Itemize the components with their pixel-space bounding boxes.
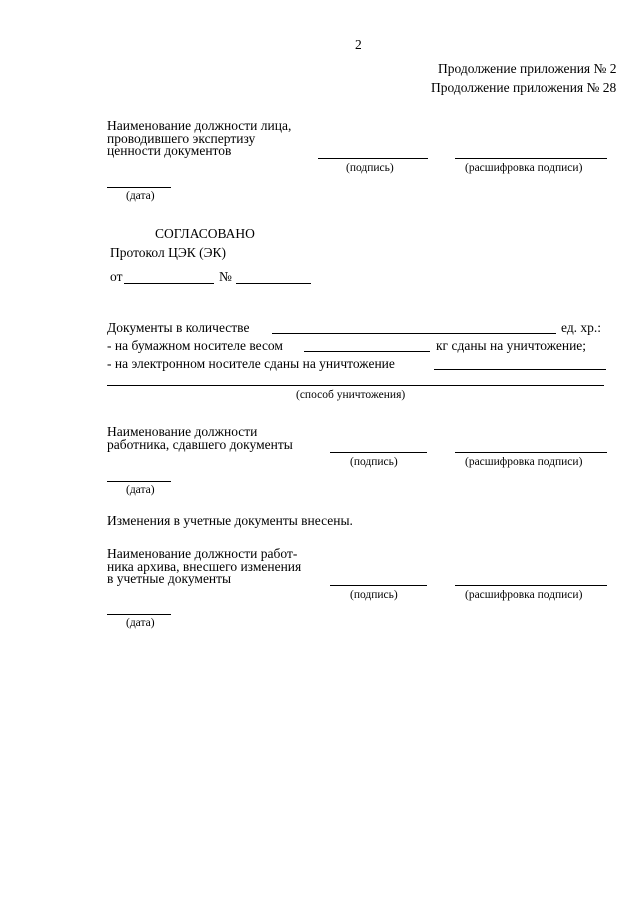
expert-position-line: Наименование должности лица, <box>107 118 292 133</box>
archive-position-title <box>107 548 301 586</box>
paper-weight-line[interactable] <box>304 351 430 352</box>
destruction-method-caption: (способ уничтожения) <box>296 389 406 401</box>
expert-decoding-line[interactable] <box>455 158 607 159</box>
archive-decoding-caption: (расшифровка подписи) <box>465 589 583 601</box>
header-continuation-2: Продолжение приложения № 28 <box>431 80 617 95</box>
destruction-method-line[interactable] <box>107 385 604 386</box>
approval-from-label: от <box>110 269 123 284</box>
page-number: 2 <box>355 37 362 52</box>
handover-position-line: Наименование должности <box>107 424 258 439</box>
archive-signature-caption: (подпись) <box>350 589 398 601</box>
archive-signature-line[interactable] <box>330 585 427 586</box>
handover-position-title <box>107 426 293 451</box>
documents-count-line[interactable] <box>272 333 556 334</box>
handover-decoding-line[interactable] <box>455 452 607 453</box>
archive-position-line: ника архива, внесшего изменения <box>107 558 302 574</box>
documents-count-label: Документы в количестве <box>107 320 250 335</box>
archive-position-line: Наименование должности работ- <box>107 546 298 561</box>
handover-decoding-caption: (расшифровка подписи) <box>465 456 583 468</box>
approval-number-label: № <box>219 269 232 284</box>
paper-carrier-prefix: - на бумажном носителе весом <box>107 338 283 353</box>
expert-position-line: ценности документов <box>107 143 232 158</box>
changes-note: Изменения в учетные документы внесены. <box>107 513 353 528</box>
expert-date-line[interactable] <box>107 187 171 188</box>
handover-signature-caption: (подпись) <box>350 456 398 468</box>
paper-carrier-suffix: кг сданы на уничтожение; <box>436 338 587 353</box>
electronic-carrier-line[interactable] <box>434 369 606 370</box>
archive-date-line[interactable] <box>107 614 171 615</box>
handover-date-line[interactable] <box>107 481 171 482</box>
expert-position-line: проводившего экспертизу <box>107 130 256 146</box>
storage-units-label: ед. хр.: <box>561 320 602 335</box>
handover-date-caption: (дата) <box>126 484 155 496</box>
handover-position-line: работника, сдавшего документы <box>107 436 293 452</box>
archive-date-caption: (дата) <box>126 617 155 629</box>
expert-signature-line[interactable] <box>318 158 428 159</box>
header-continuation-1: Продолжение приложения № 2 <box>438 61 617 76</box>
approval-number-line[interactable] <box>236 283 311 284</box>
approval-date-line[interactable] <box>124 283 214 284</box>
electronic-carrier-label: - на электронном носителе сданы на уничтожение <box>107 356 395 371</box>
handover-signature-line[interactable] <box>330 452 427 453</box>
expert-signature-caption: (подпись) <box>346 162 394 174</box>
archive-position-line: в учетные документы <box>107 571 232 586</box>
expert-date-caption: (дата) <box>126 190 155 202</box>
expert-position-title <box>107 120 291 158</box>
approval-protocol: Протокол ЦЭК (ЭК) <box>110 245 227 260</box>
expert-decoding-caption: (расшифровка подписи) <box>465 162 583 174</box>
archive-decoding-line[interactable] <box>455 585 607 586</box>
approval-heading: СОГЛАСОВАНО <box>155 226 255 241</box>
